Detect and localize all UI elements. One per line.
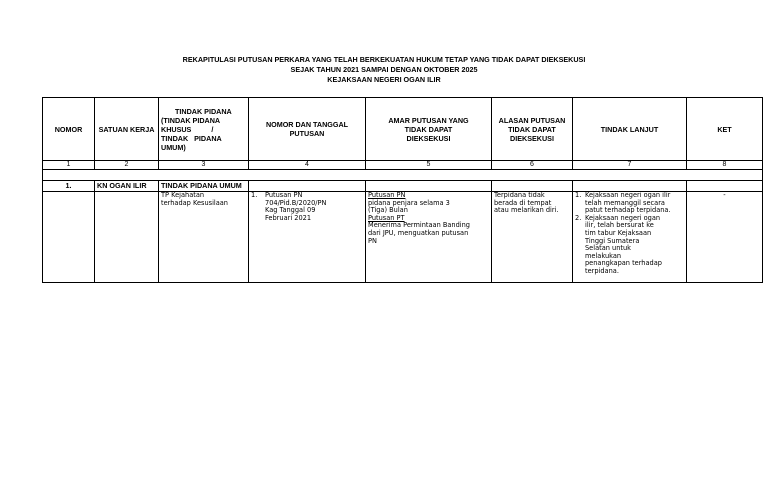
text-line: Kejaksaan negeri ogan ilir: [585, 191, 671, 199]
header-alasan-line: DIEKSEKUSI: [510, 133, 554, 143]
header-tindak-pidana-line: TINDAK PIDANA: [175, 106, 232, 116]
column-number-row: [43, 161, 763, 170]
text-line: melakukan: [585, 251, 622, 260]
record-nomor: [43, 192, 95, 283]
category-empty: [249, 181, 366, 192]
record-tindak-pidana: [159, 192, 249, 283]
record-alasan: [492, 192, 573, 283]
category-satuan-kerja: KN OGAN ILIR: [95, 181, 159, 192]
category-tindak-pidana: TINDAK PIDANA UMUM: [159, 181, 249, 192]
list-text: [265, 192, 363, 222]
text-line: telah memanggil secara: [585, 198, 665, 207]
table-row: [43, 192, 763, 283]
alasan-line: atau melarikan diri.: [494, 206, 559, 215]
header-amar-line: DIEKSEKUSI: [406, 133, 451, 143]
column-number: 3: [159, 161, 249, 170]
category-row: [43, 181, 763, 192]
alasan-line: Terpidana tidak: [494, 191, 545, 199]
header-nomor-tanggal-line: NOMOR DAN TANGGAL: [265, 120, 349, 129]
category-empty: [366, 181, 492, 192]
category-empty: [573, 181, 687, 192]
header-nomor: NOMOR: [43, 98, 95, 161]
title-line-2: SEJAK TAHUN 2021 SAMPAI DENGAN OKTOBER 2025: [290, 65, 478, 74]
header-ket: KET: [687, 98, 763, 161]
header-tindak-pidana-line: UMUM): [161, 142, 186, 152]
spacer-row: [43, 170, 763, 181]
text-line: 704/Pid.B/2020/PN: [265, 198, 327, 207]
record-ket: -: [687, 192, 763, 283]
record-nomor-tanggal: [249, 192, 366, 283]
header-alasan-line: ALASAN PUTUSAN: [498, 115, 566, 125]
title-line-3: KEJAKSAAN NEGERI OGAN ILIR: [327, 75, 441, 84]
column-number: 1: [43, 161, 95, 170]
list-number: 1.: [251, 191, 258, 199]
header-tindak-pidana-line: KHUSUS /: [161, 124, 214, 134]
header-alasan-line: TIDAK DAPAT: [508, 124, 556, 134]
column-number: 8: [687, 161, 763, 170]
alasan-line: berada di tempat: [494, 198, 552, 207]
text-line: Putusan PN: [265, 191, 303, 199]
list-text: [585, 215, 684, 276]
header-alasan: [492, 98, 573, 161]
text-line: Februari 2021: [265, 213, 312, 222]
record-amar: [366, 192, 492, 283]
list-text: [585, 192, 684, 215]
amar-pn-text: (Tiga) Bulan: [368, 206, 408, 215]
record-tindak-pidana-line: TP Kejahatan: [161, 191, 205, 199]
text-line: terpidana.: [585, 266, 619, 275]
header-amar-putusan: [366, 98, 492, 161]
category-empty: [492, 181, 573, 192]
title-line-1: REKAPITULASI PUTUSAN PERKARA YANG TELAH BERKEKUATAN HUKUM TETAP YANG TIDAK DAPAT DIEKSEKUSI: [182, 55, 586, 64]
column-number: 2: [95, 161, 159, 170]
amar-pt-text: PN: [368, 236, 377, 245]
tindak-lanjut-item: [575, 192, 684, 215]
header-nomor-tanggal-line: PUTUSAN: [289, 129, 325, 138]
text-line: tim tabur Kejaksaan: [585, 228, 652, 237]
column-number: 4: [249, 161, 366, 170]
amar-pt-title: Putusan PT: [368, 213, 405, 222]
category-empty: [687, 181, 763, 192]
header-amar-line: TIDAK DAPAT: [404, 124, 453, 134]
text-line: Tinggi Sumatera: [585, 236, 640, 245]
header-tindak-pidana-line: (TINDAK PIDANA: [161, 115, 221, 125]
amar-pn-title: Putusan PN: [368, 191, 406, 199]
column-number: 5: [366, 161, 492, 170]
header-satuan-kerja: SATUAN KERJA: [95, 98, 159, 161]
category-nomor: 1.: [43, 181, 95, 192]
tindak-lanjut-item: [575, 215, 684, 276]
record-nomor-tanggal-item: [251, 192, 363, 222]
amar-pt-text: dari JPU, menguatkan putusan: [368, 228, 469, 237]
amar-pt-text: Menerima Permintaan Banding: [368, 221, 470, 230]
column-number: 7: [573, 161, 687, 170]
header-tindak-pidana-line: TINDAK PIDANA: [161, 133, 222, 143]
rekap-table: [42, 97, 763, 283]
document-title: [0, 55, 768, 85]
header-nomor-tanggal: [249, 98, 366, 161]
text-line: penangkapan terhadap: [585, 259, 662, 268]
column-number: 6: [492, 161, 573, 170]
text-line: Selatan untuk: [585, 244, 631, 253]
table-header-row: [43, 98, 763, 161]
header-tindak-pidana: [159, 98, 249, 161]
record-tindak-pidana-line: terhadap Kesusilaan: [161, 198, 228, 207]
text-line: ilir, telah bersurat ke: [585, 221, 654, 230]
text-line: patut terhadap terpidana.: [585, 206, 671, 215]
header-tindak-lanjut: TINDAK LANJUT: [573, 98, 687, 161]
text-line: Kag Tanggal 09: [265, 206, 316, 215]
record-satuan-kerja: [95, 192, 159, 283]
text-line: Kejaksaan negeri ogan: [585, 213, 661, 222]
header-amar-line: AMAR PUTUSAN YANG: [388, 115, 469, 125]
list-number: 1.: [575, 191, 582, 199]
list-number: 2.: [575, 213, 582, 222]
amar-pn-text: pidana penjara selama 3: [368, 198, 450, 207]
record-tindak-lanjut: [573, 192, 687, 283]
